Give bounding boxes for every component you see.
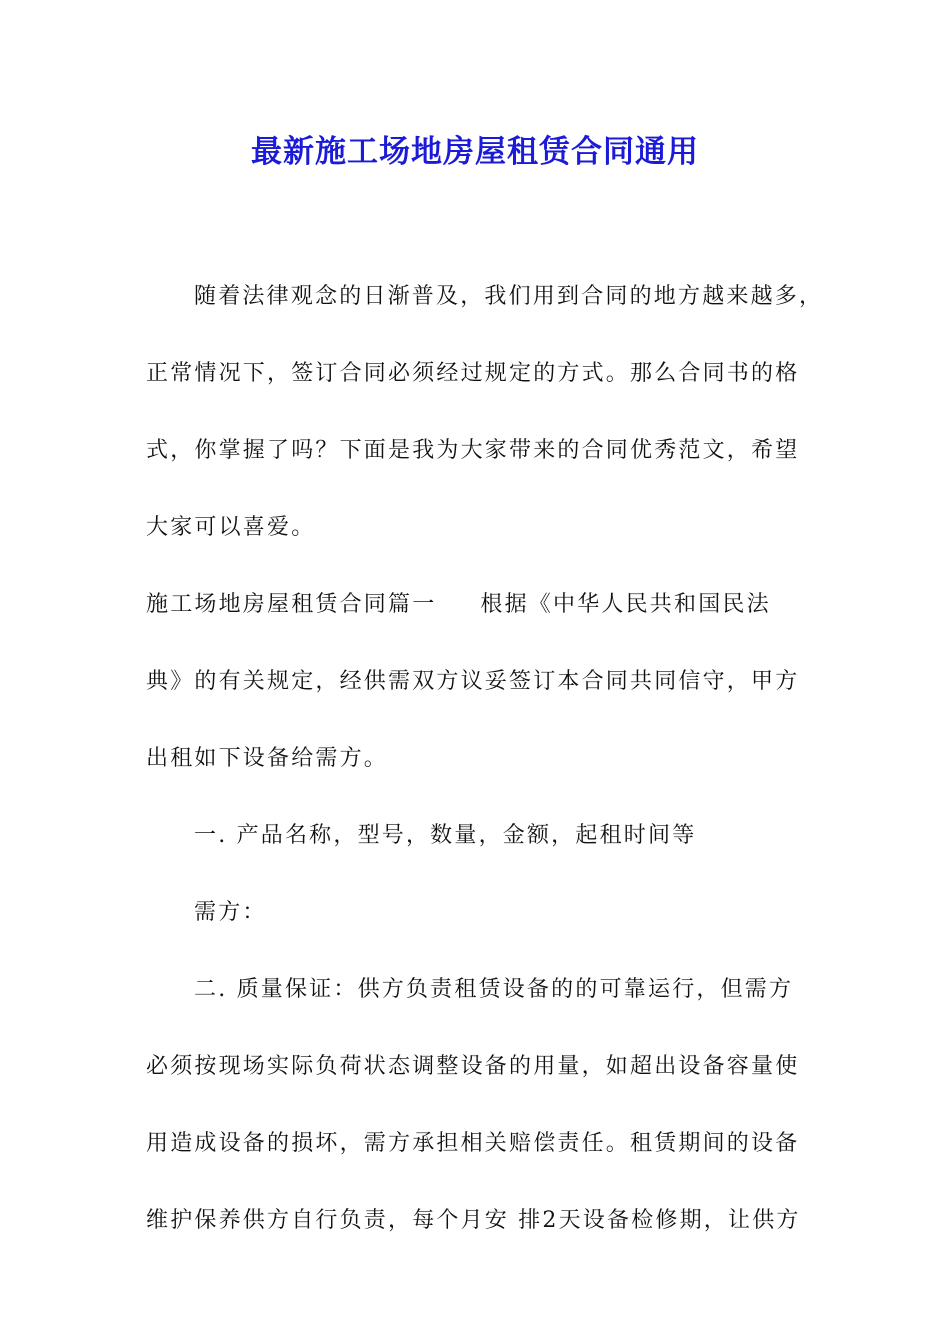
section-heading-line [146, 566, 806, 643]
clause-line: 需方： [194, 900, 267, 925]
section-intro: 根据《中华人民共和国民法 [480, 592, 771, 617]
document-title: 最新施工场地房屋租赁合同通用 [251, 134, 699, 170]
clause-line: 一. 产品名称，型号，数量，金额，起租时间等 [194, 823, 697, 848]
paragraph-line: 用造成设备的损坏，需方承担相关赔偿责任。租赁期间的设备 [146, 1131, 800, 1156]
paragraph-line: 式，你掌握了吗？下面是我为大家带来的合同优秀范文，希望 [146, 438, 800, 463]
paragraph-line: 大家可以喜爱。 [146, 515, 316, 540]
paragraph-line: 出租如下设备给需方。 [146, 746, 389, 771]
paragraph-line: 必须按现场实际负荷状态调整设备的用量，如超出设备容量使 [146, 1054, 800, 1079]
clause-line: 二. 质量保证：供方负责租赁设备的的可靠运行，但需方 [194, 977, 794, 1002]
section-heading: 施工场地房屋租赁合同篇一 [146, 592, 437, 617]
paragraph-line: 正常情况下，签订合同必须经过规定的方式。那么合同书的格 [146, 361, 800, 386]
paragraph-line: 典》的有关规定，经供需双方议妥签订本合同共同信守，甲方 [146, 669, 800, 694]
paragraph-line: 随着法律观念的日渐普及，我们用到合同的地方越来越多， [194, 284, 824, 309]
document-body [146, 258, 824, 1259]
paragraph-line: 维护保养供方自行负责，每个月安 排2天设备检修期，让供方 [146, 1208, 801, 1233]
